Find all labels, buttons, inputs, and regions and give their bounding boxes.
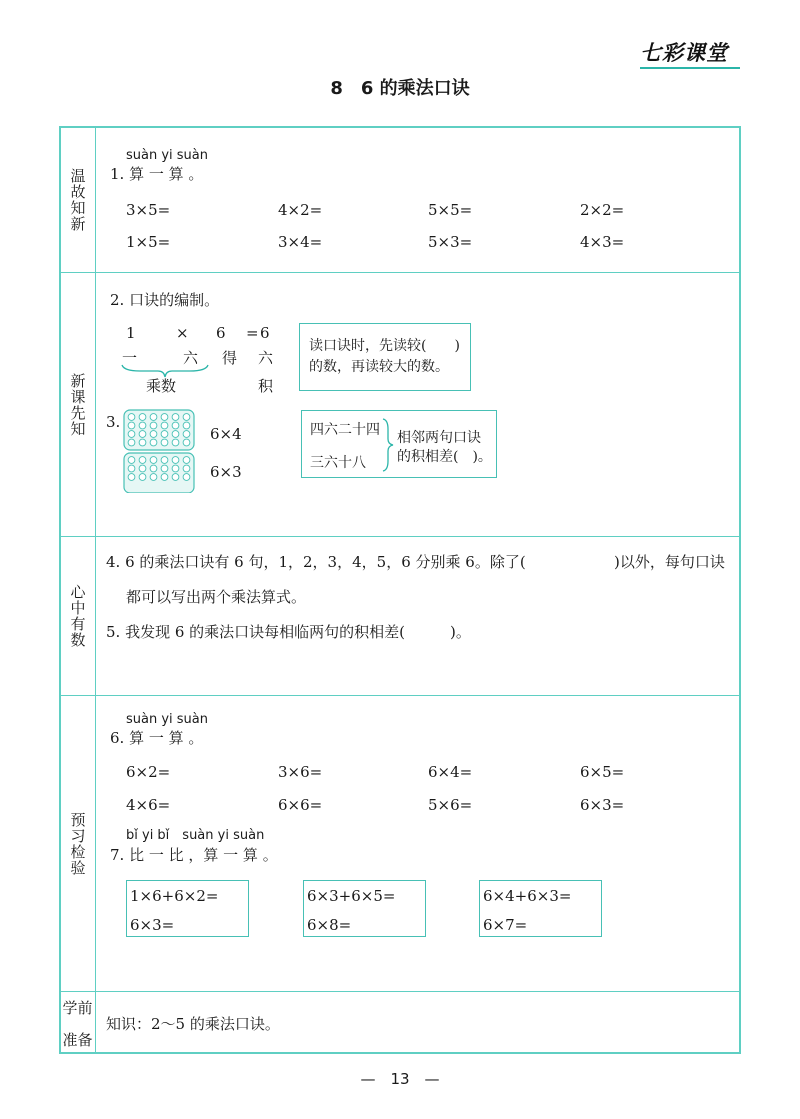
tray-dot bbox=[128, 457, 135, 464]
tray-dot bbox=[183, 465, 190, 472]
q6-expr: 4×6= bbox=[126, 796, 171, 814]
section-divider bbox=[59, 695, 741, 696]
q3-expr1: 6×4 bbox=[210, 425, 242, 443]
q6-title: 6. 算 一 算 。 bbox=[110, 729, 204, 747]
q1-expr: 1×5= bbox=[126, 233, 171, 251]
q5-text: 5. 我发现 6 的乘法口诀每相临两句的积相差( )。 bbox=[106, 623, 471, 641]
q3-chant1: 四六二十四 bbox=[310, 422, 380, 438]
q2-word: 得 bbox=[222, 349, 238, 367]
q1-expr: 3×4= bbox=[278, 233, 323, 251]
tray-dot bbox=[139, 457, 146, 464]
section-divider bbox=[59, 991, 741, 992]
q3-chant2: 三六十八 bbox=[310, 455, 366, 471]
q6-pinyin: suàn yi suàn bbox=[126, 712, 209, 727]
q2-eq-term: 6 bbox=[260, 324, 270, 342]
q1-expr: 5×3= bbox=[428, 233, 473, 251]
brand-text: 七彩课堂 bbox=[640, 41, 728, 65]
tray-dot bbox=[150, 422, 157, 429]
tray-dot bbox=[161, 414, 168, 421]
q7-box-bottom: 6×3= bbox=[130, 916, 175, 934]
q7-box-2 bbox=[303, 880, 426, 937]
tray-dot bbox=[139, 474, 146, 481]
q3-number: 3. bbox=[106, 413, 121, 431]
tray-dot bbox=[172, 414, 179, 421]
q7-box-bottom: 6×8= bbox=[307, 916, 352, 934]
q6-expr: 6×3= bbox=[580, 796, 625, 814]
tray-dot bbox=[150, 431, 157, 438]
section-label-check: 预习检验 bbox=[68, 811, 87, 876]
tray-dot bbox=[183, 431, 190, 438]
q6-expr: 6×6= bbox=[278, 796, 323, 814]
q3-note1: 相邻两句口诀 bbox=[397, 430, 481, 446]
section-label-mindful: 心中有数 bbox=[68, 584, 87, 648]
tray-dot bbox=[128, 474, 135, 481]
q4-line1a: 4. 6 的乘法口诀有 6 句，1，2，3，4，5，6 分别乘 6。除了( bbox=[106, 553, 526, 571]
q7-box-bottom: 6×7= bbox=[483, 916, 528, 934]
tray-dot bbox=[150, 457, 157, 464]
tray-dot bbox=[183, 474, 190, 481]
page-title: 8 6 的乘法口诀 bbox=[330, 78, 470, 99]
q7-pinyin: bǐ yi bǐ suàn yi suàn bbox=[126, 828, 265, 843]
q2-hint-line1: 读口诀时，先读较( ) bbox=[309, 338, 460, 354]
q6-expr: 6×4= bbox=[428, 763, 473, 781]
section-label-review: 温故知新 bbox=[68, 167, 87, 232]
q2-label-factor: 乘数 bbox=[146, 377, 177, 395]
tray-dot bbox=[139, 431, 146, 438]
q4-line1b: )以外，每句口诀 bbox=[614, 553, 725, 571]
q7-box-1 bbox=[126, 880, 249, 937]
tray-dot bbox=[150, 465, 157, 472]
q1-pinyin: suàn yi suàn bbox=[126, 148, 209, 163]
q2-eq-term: × bbox=[176, 324, 189, 342]
tray-dot bbox=[161, 465, 168, 472]
tray-dot bbox=[139, 465, 146, 472]
brand-logo bbox=[640, 40, 745, 70]
q3-expr2: 6×3 bbox=[210, 463, 242, 481]
q2-eq-term: = bbox=[246, 324, 259, 342]
column-divider bbox=[95, 126, 96, 1054]
q6-expr: 6×2= bbox=[126, 763, 171, 781]
tray-dot bbox=[150, 414, 157, 421]
tray-dot bbox=[172, 431, 179, 438]
tray-dot bbox=[128, 414, 135, 421]
tray-dot bbox=[183, 414, 190, 421]
q7-box-top: 6×4+6×3= bbox=[483, 887, 572, 905]
section-label-prep-2: 准备 bbox=[62, 1031, 93, 1049]
q2-hint-line2: 的数，再读较大的数。 bbox=[309, 359, 449, 375]
tray-dot bbox=[139, 439, 146, 446]
q2-eq-term: 1 bbox=[126, 324, 136, 342]
brand-underline bbox=[640, 67, 740, 69]
tray-dot bbox=[150, 474, 157, 481]
q1-expr: 4×3= bbox=[580, 233, 625, 251]
tray-dot bbox=[172, 474, 179, 481]
q4-line2: 都可以写出两个乘法算式。 bbox=[126, 588, 307, 606]
q1-title: 1. 算 一 算 。 bbox=[110, 165, 204, 183]
tray-dot bbox=[172, 439, 179, 446]
tray-dot bbox=[128, 465, 135, 472]
section-label-new-lesson: 新课先知 bbox=[68, 372, 87, 437]
section-divider bbox=[59, 536, 741, 537]
q3-chant-box bbox=[301, 410, 497, 478]
q7-box-3 bbox=[479, 880, 602, 937]
q2-word: 六 bbox=[183, 349, 199, 367]
q3-note2: 的积相差( )。 bbox=[397, 449, 492, 465]
tray-dot bbox=[172, 457, 179, 464]
q7-title: 7. 比 一 比 ，算 一 算 。 bbox=[110, 846, 278, 864]
tray-dot bbox=[139, 422, 146, 429]
q1-expr: 3×5= bbox=[126, 201, 171, 219]
tray-dot bbox=[128, 439, 135, 446]
q1-expr: 5×5= bbox=[428, 201, 473, 219]
q7-box-top: 6×3+6×5= bbox=[307, 887, 396, 905]
q6-expr: 3×6= bbox=[278, 763, 323, 781]
tray-dot bbox=[150, 439, 157, 446]
prep-text: 知识：2～5 的乘法口诀。 bbox=[106, 1015, 280, 1033]
q2-label-product: 积 bbox=[258, 377, 274, 395]
tray-dot bbox=[128, 422, 135, 429]
q6-expr: 6×5= bbox=[580, 763, 625, 781]
tray-dot bbox=[172, 422, 179, 429]
q1-expr: 2×2= bbox=[580, 201, 625, 219]
q7-box-top: 1×6+6×2= bbox=[130, 887, 219, 905]
page-number: — 13 — bbox=[360, 1070, 440, 1088]
q2-eq-term: 6 bbox=[216, 324, 226, 342]
q2-word: 六 bbox=[258, 349, 274, 367]
q1-expr: 4×2= bbox=[278, 201, 323, 219]
tray-dot bbox=[172, 465, 179, 472]
tray-dot bbox=[139, 414, 146, 421]
brace-icon bbox=[382, 417, 394, 473]
tray-dot bbox=[161, 474, 168, 481]
q6-expr: 5×6= bbox=[428, 796, 473, 814]
tray-dot bbox=[128, 431, 135, 438]
section-label-prep-1: 学前 bbox=[62, 999, 93, 1017]
tray-dot bbox=[183, 457, 190, 464]
section-divider bbox=[59, 272, 741, 273]
q2-title: 2. 口诀的编制。 bbox=[110, 291, 220, 309]
q2-hint-box bbox=[299, 323, 471, 391]
tray-dot bbox=[161, 457, 168, 464]
egg-tray-icon bbox=[123, 409, 197, 493]
tray-dot bbox=[183, 422, 190, 429]
tray-dot bbox=[183, 439, 190, 446]
tray-dot bbox=[161, 431, 168, 438]
tray-dot bbox=[161, 439, 168, 446]
tray-dot bbox=[161, 422, 168, 429]
q2-word: 一 bbox=[122, 349, 138, 367]
